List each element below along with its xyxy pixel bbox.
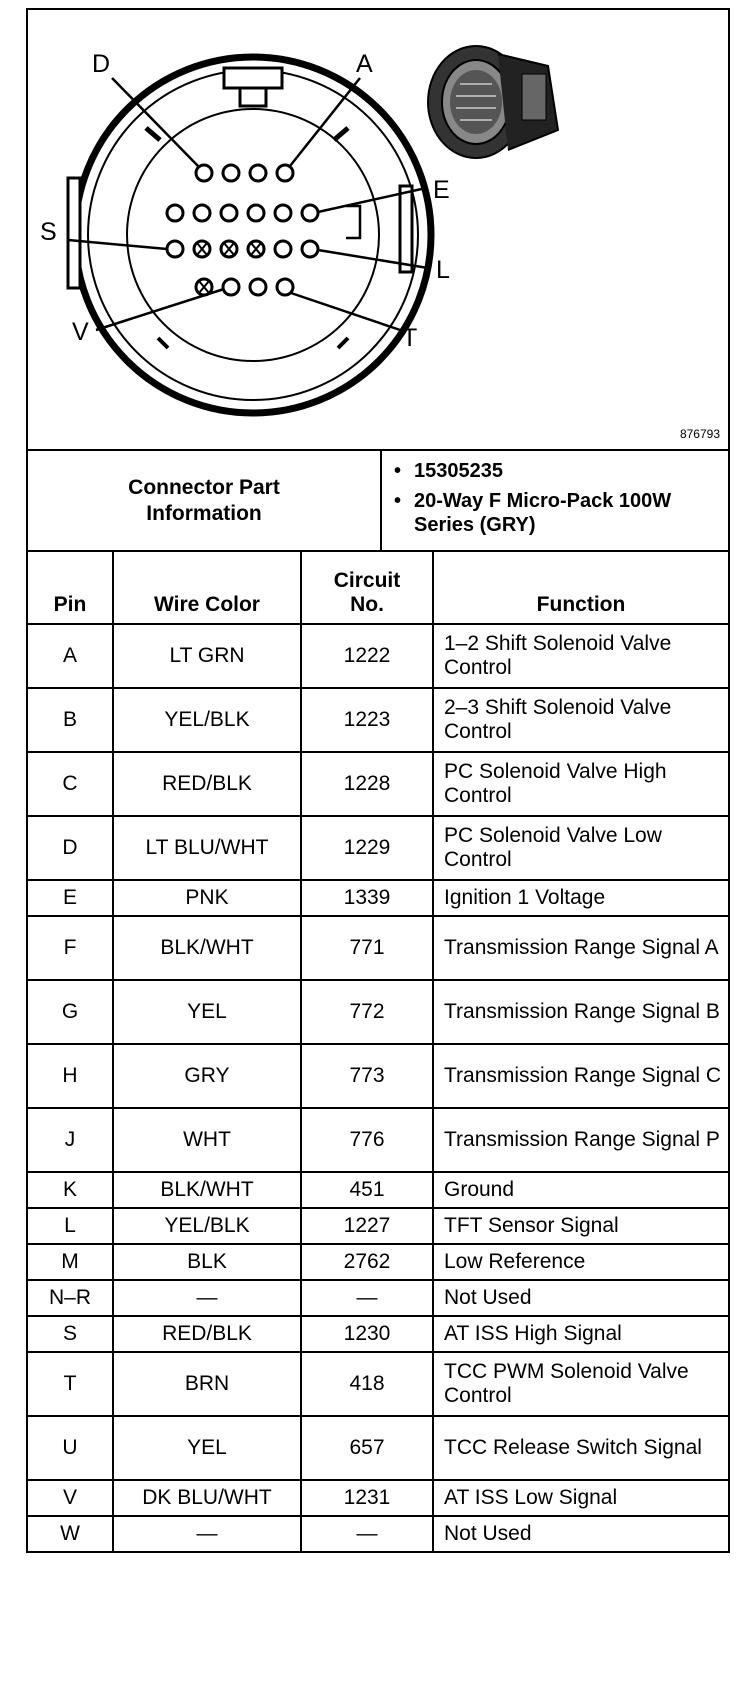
table-row <box>28 624 728 688</box>
table-row <box>28 880 728 916</box>
wire-color-cell: YEL <box>113 1416 301 1480</box>
part-number: 15305235 <box>414 460 503 482</box>
pin-cell: B <box>28 688 113 752</box>
table-row <box>28 752 728 816</box>
table-row <box>28 1516 728 1551</box>
table-row <box>28 1416 728 1480</box>
table-row <box>28 1280 728 1316</box>
circuit-cell: 1339 <box>301 880 433 916</box>
function-cell: PC Solenoid Valve High Control <box>433 752 728 816</box>
function-cell: Transmission Range Signal A <box>433 916 728 980</box>
pin-cell: G <box>28 980 113 1044</box>
pin-cell: W <box>28 1516 113 1551</box>
pin-cell: J <box>28 1108 113 1172</box>
table-row <box>28 1316 728 1352</box>
function-cell: Low Reference <box>433 1244 728 1280</box>
function-cell: TFT Sensor Signal <box>433 1208 728 1244</box>
wire-color-cell: GRY <box>113 1044 301 1108</box>
wire-color-cell: YEL/BLK <box>113 1208 301 1244</box>
table-row <box>28 980 728 1044</box>
table-row <box>28 1172 728 1208</box>
wire-color-cell: BLK/WHT <box>113 916 301 980</box>
figure-number: 876793 <box>679 427 720 441</box>
pin-cell: E <box>28 880 113 916</box>
table-row <box>28 916 728 980</box>
function-cell: Transmission Range Signal B <box>433 980 728 1044</box>
callout-a: A <box>356 50 373 78</box>
callout-l: L <box>436 256 450 284</box>
circuit-cell: 1222 <box>301 624 433 688</box>
header-wire-color: Wire Color <box>113 552 301 624</box>
wire-color-cell: BRN <box>113 1352 301 1416</box>
connector-diagram <box>28 10 728 451</box>
wire-color-cell: — <box>113 1516 301 1551</box>
function-cell: Ignition 1 Voltage <box>433 880 728 916</box>
callout-v: V <box>72 318 89 346</box>
function-cell: TCC Release Switch Signal <box>433 1416 728 1480</box>
circuit-cell: 776 <box>301 1108 433 1172</box>
circuit-cell: 1229 <box>301 816 433 880</box>
pin-cell: V <box>28 1480 113 1516</box>
function-cell: AT ISS Low Signal <box>433 1480 728 1516</box>
function-cell: Transmission Range Signal P <box>433 1108 728 1172</box>
wire-color-cell: LT BLU/WHT <box>113 816 301 880</box>
pin-cell: H <box>28 1044 113 1108</box>
function-cell: AT ISS High Signal <box>433 1316 728 1352</box>
wire-color-cell: — <box>113 1280 301 1316</box>
circuit-cell: 1231 <box>301 1480 433 1516</box>
wire-color-cell: RED/BLK <box>113 1316 301 1352</box>
circuit-cell: 772 <box>301 980 433 1044</box>
pin-cell: T <box>28 1352 113 1416</box>
function-cell: 1–2 Shift Solenoid Valve Control <box>433 624 728 688</box>
connector-sheet <box>26 8 730 1553</box>
connector-3d-icon <box>428 46 558 158</box>
circuit-cell: 418 <box>301 1352 433 1416</box>
callout-e: E <box>433 176 450 204</box>
part-description: 20-Way F Micro-Pack 100W Series (GRY) <box>414 490 672 536</box>
circuit-cell: 1227 <box>301 1208 433 1244</box>
table-row <box>28 1044 728 1108</box>
wire-color-cell: YEL <box>113 980 301 1044</box>
pin-cell: N–R <box>28 1280 113 1316</box>
pin-cell: U <box>28 1416 113 1480</box>
callout-t: T <box>402 324 418 352</box>
function-cell: TCC PWM Solenoid Valve Control <box>433 1352 728 1416</box>
callout-s: S <box>40 218 57 246</box>
pin-cell: A <box>28 624 113 688</box>
table-row <box>28 1480 728 1516</box>
pin-cell: K <box>28 1172 113 1208</box>
wire-color-cell: DK BLU/WHT <box>113 1480 301 1516</box>
circuit-cell: 1230 <box>301 1316 433 1352</box>
pin-cell: C <box>28 752 113 816</box>
table-row <box>28 816 728 880</box>
circuit-cell: — <box>301 1516 433 1551</box>
function-cell: Ground <box>433 1172 728 1208</box>
circuit-cell: 773 <box>301 1044 433 1108</box>
circuit-cell: 451 <box>301 1172 433 1208</box>
wire-color-cell: YEL/BLK <box>113 688 301 752</box>
wire-color-cell: PNK <box>113 880 301 916</box>
circuit-cell: 1228 <box>301 752 433 816</box>
pin-cell: F <box>28 916 113 980</box>
function-cell: Transmission Range Signal C <box>433 1044 728 1108</box>
pin-cell: S <box>28 1316 113 1352</box>
wire-color-cell: WHT <box>113 1108 301 1172</box>
function-cell: Not Used <box>433 1516 728 1551</box>
pinout-table <box>28 552 728 1551</box>
wire-color-cell: RED/BLK <box>113 752 301 816</box>
circuit-cell: 1223 <box>301 688 433 752</box>
circuit-cell: 657 <box>301 1416 433 1480</box>
wire-color-cell: BLK <box>113 1244 301 1280</box>
connector-part-label: Connector Part Information <box>28 451 382 550</box>
connector-part-details: • 15305235 • 20-Way F Micro-Pack 100W Series (GRY) <box>382 451 728 550</box>
table-row <box>28 1208 728 1244</box>
wire-color-cell: BLK/WHT <box>113 1172 301 1208</box>
function-cell: Not Used <box>433 1280 728 1316</box>
connector-face-drawing <box>28 10 728 449</box>
circuit-cell: 2762 <box>301 1244 433 1280</box>
callout-d: D <box>92 50 111 78</box>
pin-cell: D <box>28 816 113 880</box>
table-row <box>28 1244 728 1280</box>
wire-color-cell: LT GRN <box>113 624 301 688</box>
function-cell: 2–3 Shift Solenoid Valve Control <box>433 688 728 752</box>
connector-part-info-row <box>28 451 728 552</box>
table-row <box>28 1352 728 1416</box>
header-function: Function <box>433 552 728 624</box>
table-header-row <box>28 552 728 624</box>
table-row <box>28 688 728 752</box>
table-row <box>28 1108 728 1172</box>
header-pin: Pin <box>28 552 113 624</box>
circuit-cell: — <box>301 1280 433 1316</box>
header-circuit-no: Circuit No. <box>301 552 433 624</box>
pin-cell: M <box>28 1244 113 1280</box>
pin-cell: L <box>28 1208 113 1244</box>
function-cell: PC Solenoid Valve Low Control <box>433 816 728 880</box>
circuit-cell: 771 <box>301 916 433 980</box>
